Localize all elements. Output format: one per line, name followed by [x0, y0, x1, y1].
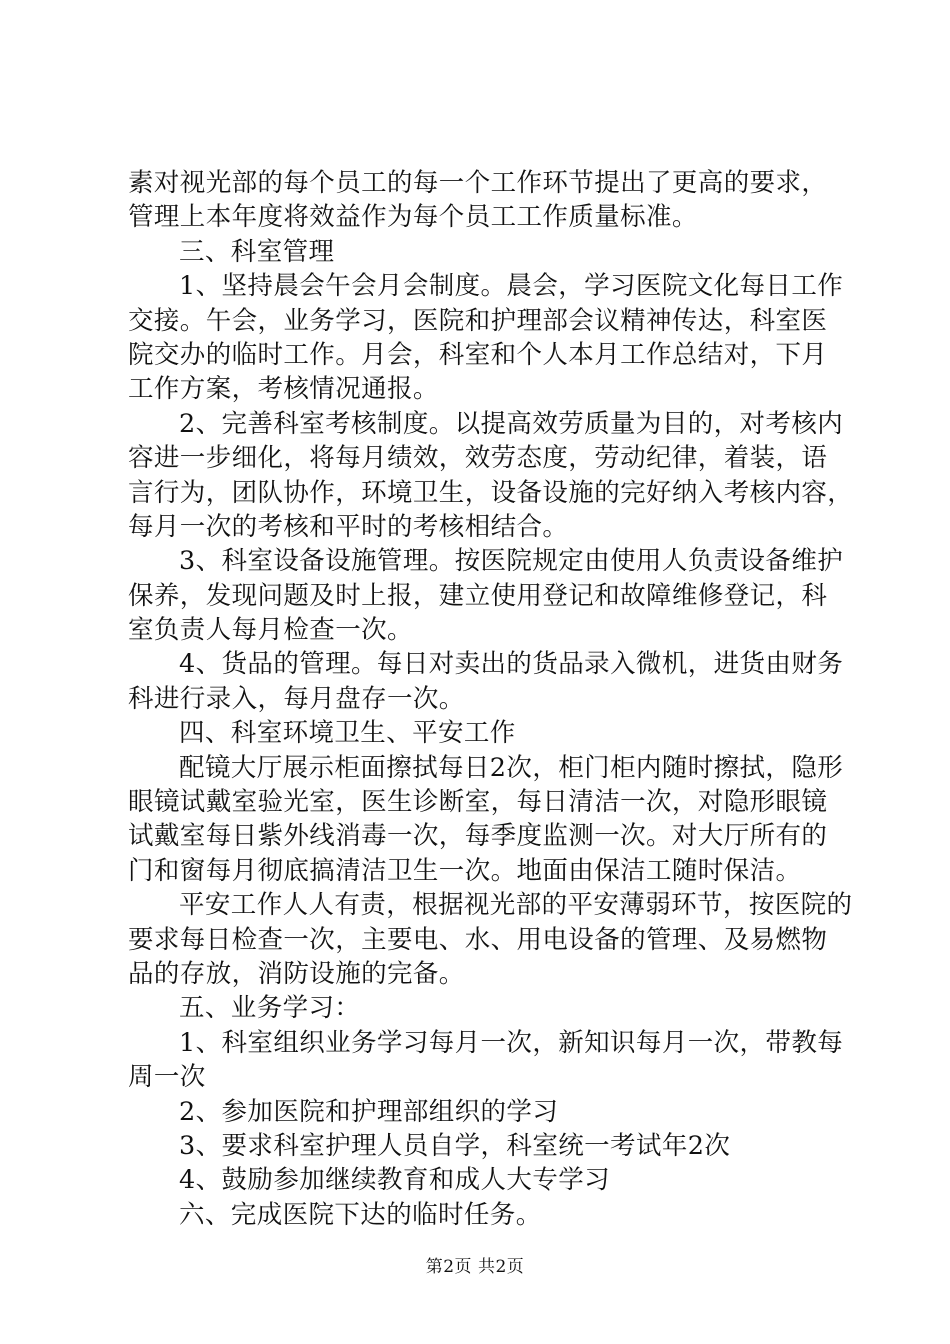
text-line: 管理上本年度将效益作为每个员工工作质量标准。: [128, 202, 698, 233]
text-line: 院交办的临时工作。月会，科室和个人本月工作总结对，下月: [128, 339, 828, 370]
section-heading: 五、业务学习：: [179, 993, 361, 1024]
text-line: 周一次: [128, 1062, 206, 1093]
text-line: 平安工作人人有责，根据视光部的平安薄弱环节，按医院的: [179, 890, 853, 921]
text-line: 2、完善科室考核制度。以提高效劳质量为目的，对考核内: [179, 408, 844, 439]
text-line: 容进一步细化，将每月绩效，效劳态度，劳动纪律，着装，语: [128, 443, 828, 474]
text-line: 配镜大厅展示柜面擦拭每日2次，柜门柜内随时擦拭，隐形: [179, 752, 844, 783]
text-line: 4、货品的管理。每日对卖出的货品录入微机，进货由财务: [179, 649, 844, 680]
section-heading: 三、科室管理: [179, 236, 335, 267]
text-line: 科进行录入，每月盘存一次。: [128, 683, 465, 714]
text-line: 工作方案，考核情况通报。: [128, 374, 439, 405]
page-number-footer: 第2页 共2页: [425, 1257, 525, 1277]
section-heading: 四、科室环境卫生、平安工作: [179, 718, 516, 749]
text-line: 眼镜试戴室验光室，医生诊断室，每日清洁一次，对隐形眼镜: [128, 787, 828, 818]
text-line: 1、科室组织业务学习每月一次，新知识每月一次，带教每: [179, 1027, 844, 1058]
text-line: 要求每日检查一次，主要电、水、用电设备的管理、及易燃物: [128, 924, 828, 955]
text-line: 素对视光部的每个员工的每一个工作环节提出了更高的要求，: [128, 168, 828, 198]
text-line: 品的存放，消防设施的完备。: [128, 958, 465, 989]
text-line: 4、鼓励参加继续教育和成人大专学习: [179, 1165, 611, 1196]
text-line: 门和窗每月彻底搞清洁卫生一次。地面由保洁工随时保洁。: [128, 855, 802, 886]
text-line: 试戴室每日紫外线消毒一次，每季度监测一次。对大厅所有的: [128, 821, 828, 852]
text-line: 1、坚持晨会午会月会制度。晨会，学习医院文化每日工作: [179, 271, 844, 302]
text-line: 3、科室设备设施管理。按医院规定由使用人负责设备维护: [179, 546, 844, 577]
text-line: 2、参加医院和护理部组织的学习: [179, 1096, 559, 1127]
text-line: 每月一次的考核和平时的考核相结合。: [128, 511, 569, 542]
text-line: 保养，发现问题及时上报，建立使用登记和故障维修登记，科: [128, 580, 828, 611]
section-heading: 六、完成医院下达的临时任务。: [179, 1199, 542, 1230]
text-line: 言行为，团队协作，环境卫生，设备设施的完好纳入考核内容，: [128, 477, 854, 508]
text-line: 交接。午会，业务学习，医院和护理部会议精神传达，科室医: [128, 305, 828, 336]
text-line: 3、要求科室护理人员自学，科室统一考试年2次: [179, 1130, 731, 1161]
document-body: [128, 166, 854, 1232]
text-line: 室负责人每月检查一次。: [128, 615, 413, 646]
